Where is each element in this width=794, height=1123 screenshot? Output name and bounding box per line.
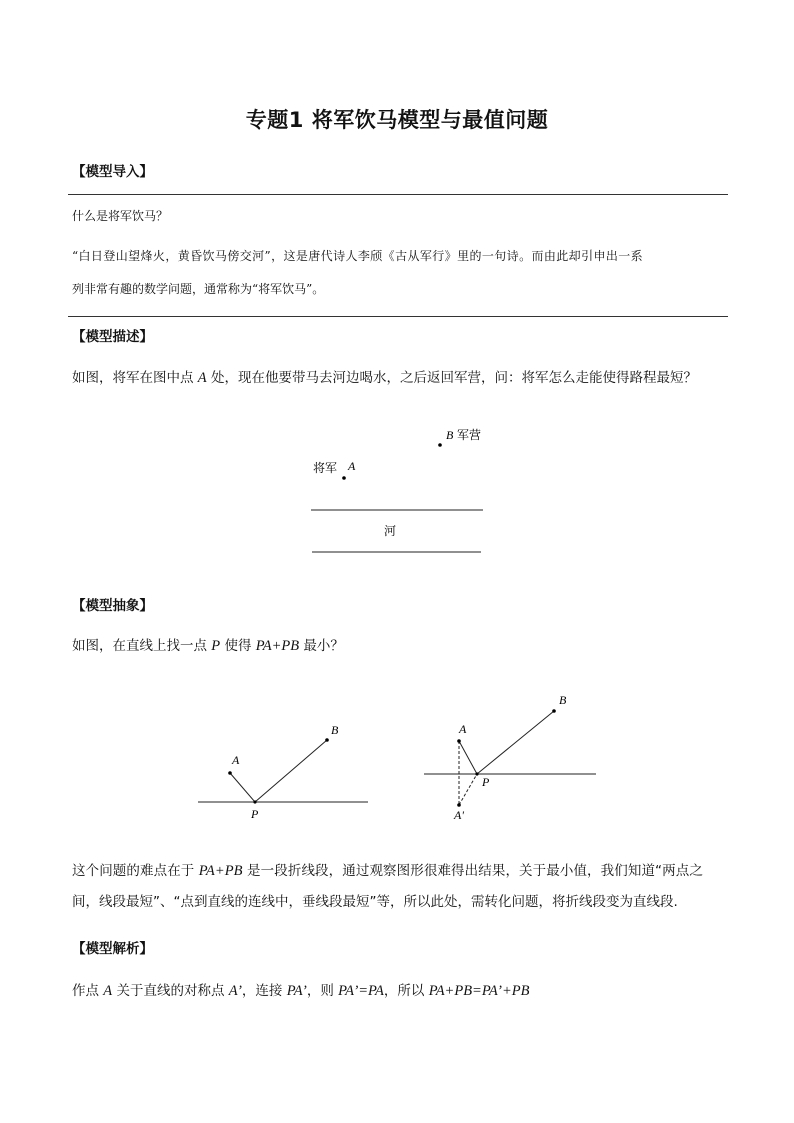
point-B xyxy=(552,709,556,713)
label-river: 河 xyxy=(384,524,397,538)
math-expression: PA’=PA xyxy=(338,983,384,999)
intro-paragraph-line2: 列非常有趣的数学问题，通常称为“将军饮马”。 xyxy=(72,282,325,296)
math-expression: PA+PB=PA’+PB xyxy=(428,983,530,999)
figure-river-general xyxy=(300,420,500,560)
label-B: B xyxy=(446,428,454,442)
label-A2: A' xyxy=(454,808,464,822)
text-run: ，连接 xyxy=(241,983,287,999)
segment-PA2 xyxy=(459,774,477,805)
segment-PB xyxy=(477,711,554,774)
section-heading-analysis: 【模型解析】 xyxy=(72,941,153,957)
point-B xyxy=(325,738,329,742)
analysis-text xyxy=(72,982,529,1000)
math-expression: PA+PB xyxy=(198,863,243,879)
section-heading-describe: 【模型描述】 xyxy=(72,329,153,345)
intro-question: 什么是将军饮马？ xyxy=(72,209,169,223)
segment-PB xyxy=(255,740,327,802)
math-expression: PA’ xyxy=(286,983,307,999)
point-B xyxy=(438,443,442,447)
label-P: P xyxy=(482,775,490,789)
point-A xyxy=(457,739,461,743)
math-expression: PA+PB xyxy=(255,638,300,654)
text-run: 如图，在直线上找一点 xyxy=(72,638,212,654)
abstract-text xyxy=(72,637,344,655)
label-B: B xyxy=(331,723,339,737)
figure-reflection xyxy=(418,688,608,828)
point-label: P xyxy=(211,638,221,654)
page-title: 专题1 将军饮马模型与最值问题 xyxy=(245,108,549,132)
text-run: 作点 xyxy=(72,983,104,999)
point-A xyxy=(342,476,346,480)
point-label: A’ xyxy=(228,983,242,999)
label-general: 将军 xyxy=(313,461,338,475)
text-run: 是一段折线段，通过观察图形很难得出结果，关于最小值，我们知道“两点之 xyxy=(242,863,703,879)
text-run: ，所以 xyxy=(383,983,429,999)
point-A xyxy=(228,771,232,775)
segment-PA xyxy=(230,773,255,802)
point-label: A xyxy=(103,983,113,999)
point-P xyxy=(253,800,256,803)
point-label: A xyxy=(197,370,207,386)
label-A: A xyxy=(348,459,356,473)
text-run: 最小？ xyxy=(299,638,344,654)
text-run: 这个问题的难点在于 xyxy=(72,863,199,879)
label-camp: 军营 xyxy=(457,428,482,442)
section-heading-abstract: 【模型抽象】 xyxy=(72,598,153,614)
describe-text xyxy=(72,369,697,387)
label-A: A xyxy=(232,753,240,767)
text-run: 使得 xyxy=(220,638,256,654)
section-heading-intro: 【模型导入】 xyxy=(72,164,153,180)
divider xyxy=(68,316,728,317)
label-A: A xyxy=(459,722,467,736)
discussion-line1 xyxy=(72,862,703,880)
label-B: B xyxy=(559,693,567,707)
text-run: 关于直线的对称点 xyxy=(112,983,229,999)
text-run: 处，现在他要带马去河边喝水，之后返回军营，问：将军怎么走能使得路程最短？ xyxy=(206,370,697,386)
text-run: 如图，将军在图中点 xyxy=(72,370,198,386)
segment-PA xyxy=(459,741,477,774)
intro-paragraph-line1: “白日登山望烽火，黄昏饮马傍交河”，这是唐代诗人李颀《古从军行》里的一句诗。而由此却引申出一系 xyxy=(72,249,644,263)
divider xyxy=(68,194,728,195)
figure-broken-line xyxy=(190,716,380,826)
label-P: P xyxy=(251,807,259,821)
point-P xyxy=(475,772,478,775)
point-A2 xyxy=(457,803,461,807)
text-run: ，则 xyxy=(306,983,339,999)
discussion-line2: 间，线段最短”、“点到直线的连线中，垂线段最短”等，所以此处，需转化问题，将折线段变为直线段. xyxy=(72,894,678,910)
